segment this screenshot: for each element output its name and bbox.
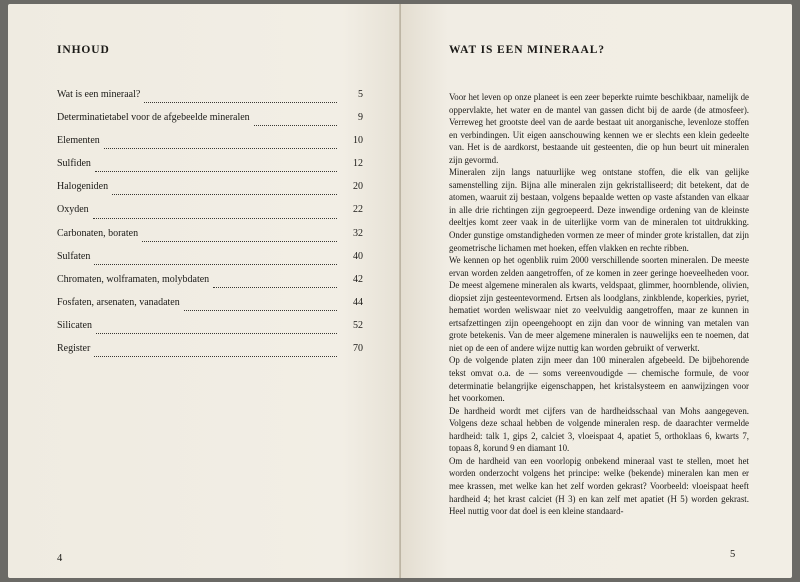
toc-entry xyxy=(57,297,363,320)
toc-entry-page: 70 xyxy=(353,343,363,355)
article-body xyxy=(449,91,749,518)
toc-dot-leader xyxy=(184,309,337,311)
toc-dot-leader xyxy=(144,101,337,103)
toc-dot-leader xyxy=(93,217,337,219)
toc-entry-page: 5 xyxy=(358,89,363,100)
toc-dot-leader xyxy=(104,147,337,149)
toc-dot-leader xyxy=(94,263,337,265)
left-page xyxy=(8,4,401,578)
page-number-left: 4 xyxy=(57,553,63,564)
toc-entry xyxy=(57,181,363,204)
toc-entry-title: Chromaten, wolframaten, molybdaten xyxy=(57,273,210,285)
article-paragraph: Om de hardheid van een voorlopig onbekend mineraal vast te stellen, moet het worden onderzocht volgens het principe: welke (bekende) mineralen kan men er mee krassen, met welke kan het zelf worden gekrast? Voorbeeld: vloeispaat heeft hardheid 4; het krast calciet (H 3) en kan zelf met apatiet (H 5) worden gekrast. Heel nuttig voor dat doel is een kleine standaard- xyxy=(449,455,749,517)
toc-entry-page: 52 xyxy=(353,319,363,331)
toc-entry-page: 9 xyxy=(358,112,363,124)
toc-entry xyxy=(57,135,363,158)
article-paragraph: Op de volgende platen zijn meer dan 100 mineralen afgebeeld. De bijbehorende tekst omvat o.a. de — soms vereenvoudigde — chemische formule, de voor determinatie belangrijke eigenschappen, het kristalsysteem en aanwijzingen voor het voorkomen. xyxy=(449,355,749,404)
article-paragraph: Voor het leven op onze planeet is een zeer beperkte ruimte beschikbaar, namelijk de oppervlakte, het water en de mantel van gassen dicht bij de aarde (de atmosfeer). Verreweg het grootste deel van de aarde bestaat uit anorganische, levenloze stoffen en verbindingen. Uit eigen aanschouwing kennen we er slechts een klein gedeelte van. Het is de aardkorst, bestaande uit gesteenten, die op hun beurt uit mineralen zijn gevormd. xyxy=(449,92,749,165)
toc-entry-page: 22 xyxy=(353,204,363,216)
toc-entry-page: 12 xyxy=(353,158,363,170)
toc-entry-title: Oxyden xyxy=(57,204,89,216)
toc-entry xyxy=(57,274,363,297)
toc-dot-leader xyxy=(94,355,337,357)
toc-heading: INHOUD xyxy=(57,44,110,56)
toc-entry xyxy=(57,320,363,343)
toc-entry-title: Silicaten xyxy=(57,319,92,331)
toc-entry xyxy=(57,112,363,135)
toc-entry-title: Halogeniden xyxy=(57,181,109,193)
toc-dot-leader xyxy=(112,193,337,195)
toc-entry xyxy=(57,89,363,112)
toc-entry-page: 44 xyxy=(353,296,363,308)
article-paragraph: Mineralen zijn langs natuurlijke weg ontstane stoffen, die elk van gelijke samenstelling zijn. Bijna alle mineralen zijn gekristalliseerd; dit betekent, dat de atomen, waaruit zij bestaan, volgens bepaalde wetten op vaste afstanden van elkaar in alle drie richtingen zijn gegroepeerd. Deze inwendige ordening van de kleinste deeltjes komt zeer vaak in de uiterlijke vorm van de mineralen tot uitdrukking. Onder gunstige omstandigheden vormen ze meer of minder grote kristallen, dat zijn geometrische lichamen met hoeken, effen vlakken en rechte ribben. xyxy=(449,167,749,253)
toc-entry-title: Determinatietabel voor de afgebeelde mineralen xyxy=(57,112,250,124)
toc-dot-leader xyxy=(95,170,337,172)
toc-entry-title: Elementen xyxy=(57,135,100,147)
toc-entry xyxy=(57,158,363,181)
table-of-contents xyxy=(57,89,363,366)
toc-dot-leader xyxy=(213,286,337,288)
article-paragraph: De hardheid wordt met cijfers van de hardheidsschaal van Mohs aangegeven. Volgens deze schaal hebben de volgende mineralen resp. de daarachter vermelde hardheid: talk 1, gips 2, calciet 3, vloeispaat 4, apatiet 5, orthoklaas 6, kwarts 7, topaas 8, korund 9 en diamant 10. xyxy=(449,405,749,454)
toc-entry-title: Sulfaten xyxy=(57,250,91,262)
article-paragraph: We kennen op het ogenblik ruim 2000 verschillende soorten mineralen. De meeste ervan worden zelden aangetroffen, of ze komen in zeer geringe hoeveelheden voor. De meest algemene mineralen als kwarts, veldspaat, glimmer, hoornblende, olivien, diopsiet zijn gesteentevormend. Ertsen als loodglans, zinkblende, koperkies, pyriet, hematiet worden weliswaar niet zo veelvuldig aangetroffen, maar ze kunnen in ertsafzettingen zijn opeengehoopt en zijn dan voor de winning van metalen van grote betekenis. Van de meer algemene mineralen is nauwelijks een te noemen, dat niet op de een of andere wijze nuttig kan worden gebruikt of verwerkt. xyxy=(449,255,749,353)
toc-entry-page: 42 xyxy=(353,273,363,285)
toc-entry-title: Register xyxy=(57,343,91,355)
toc-entry xyxy=(57,228,363,251)
toc-dot-leader xyxy=(142,240,337,242)
toc-entry-title: Fosfaten, arsenaten, vanadaten xyxy=(57,296,180,308)
toc-entry-title: Wat is een mineraal? xyxy=(57,89,141,100)
toc-entry-page: 32 xyxy=(353,227,363,239)
toc-entry xyxy=(57,343,363,366)
toc-entry xyxy=(57,251,363,274)
right-page xyxy=(401,4,792,578)
toc-dot-leader xyxy=(96,332,337,334)
page-number-right: 5 xyxy=(730,549,736,560)
toc-entry-page: 40 xyxy=(353,250,363,262)
toc-entry-title: Sulfiden xyxy=(57,158,91,170)
toc-entry xyxy=(57,204,363,227)
toc-entry-title: Carbonaten, boraten xyxy=(57,227,139,239)
toc-dot-leader xyxy=(254,124,337,126)
toc-entry-page: 20 xyxy=(353,181,363,193)
article-heading: WAT IS EEN MINERAAL? xyxy=(449,44,605,56)
toc-entry-page: 10 xyxy=(353,135,363,147)
